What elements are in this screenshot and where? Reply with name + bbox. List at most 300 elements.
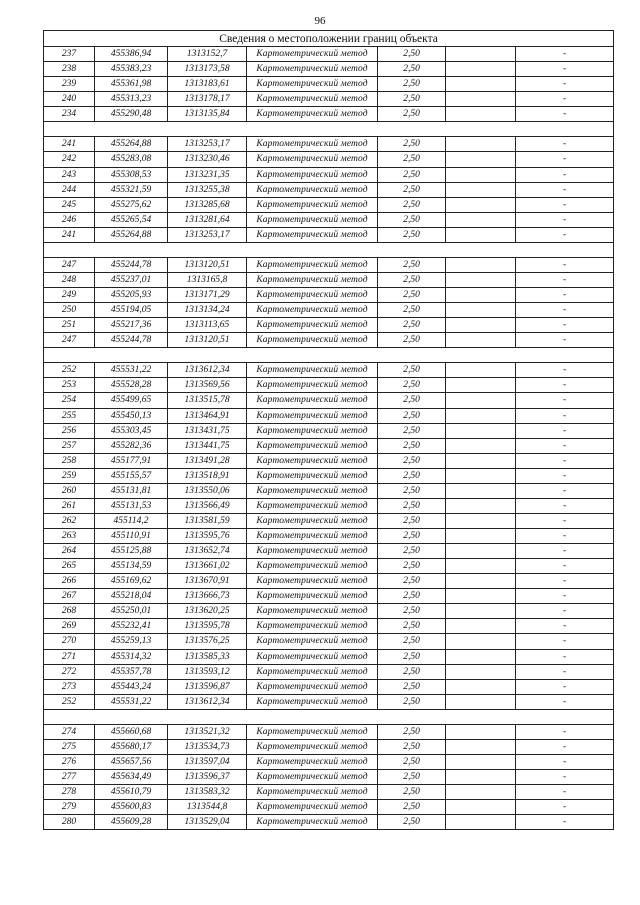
accuracy: 2,50 bbox=[378, 679, 446, 694]
accuracy: 2,50 bbox=[378, 754, 446, 769]
point-number: 238 bbox=[44, 62, 95, 77]
separator-cell bbox=[168, 122, 247, 137]
description: - bbox=[516, 107, 614, 122]
separator-cell bbox=[516, 242, 614, 257]
accuracy: 2,50 bbox=[378, 363, 446, 378]
point-number: 242 bbox=[44, 152, 95, 167]
table-row bbox=[44, 785, 614, 800]
accuracy: 2,50 bbox=[378, 318, 446, 333]
coord-y: 1313666,73 bbox=[168, 589, 247, 604]
table-row bbox=[44, 152, 614, 167]
accuracy: 2,50 bbox=[378, 137, 446, 152]
description: - bbox=[516, 62, 614, 77]
table-row bbox=[44, 604, 614, 619]
empty-cell bbox=[446, 513, 516, 528]
separator-cell bbox=[44, 709, 95, 724]
accuracy: 2,50 bbox=[378, 513, 446, 528]
accuracy: 2,50 bbox=[378, 800, 446, 815]
accuracy: 2,50 bbox=[378, 604, 446, 619]
coord-x: 455282,36 bbox=[95, 438, 168, 453]
coord-x: 455194,05 bbox=[95, 303, 168, 318]
point-number: 251 bbox=[44, 318, 95, 333]
table-row bbox=[44, 664, 614, 679]
empty-cell bbox=[446, 408, 516, 423]
accuracy: 2,50 bbox=[378, 152, 446, 167]
accuracy: 2,50 bbox=[378, 649, 446, 664]
separator-cell bbox=[446, 709, 516, 724]
description: - bbox=[516, 619, 614, 634]
accuracy: 2,50 bbox=[378, 197, 446, 212]
table-row bbox=[44, 574, 614, 589]
method: Картометрический метод bbox=[247, 468, 378, 483]
coord-y: 1313255,38 bbox=[168, 182, 247, 197]
point-number: 247 bbox=[44, 257, 95, 272]
method: Картометрический метод bbox=[247, 453, 378, 468]
empty-cell bbox=[446, 589, 516, 604]
description: - bbox=[516, 182, 614, 197]
description: - bbox=[516, 408, 614, 423]
coord-y: 1313569,56 bbox=[168, 378, 247, 393]
description: - bbox=[516, 513, 614, 528]
method: Картометрический метод bbox=[247, 167, 378, 182]
method: Картометрический метод bbox=[247, 62, 378, 77]
accuracy: 2,50 bbox=[378, 288, 446, 303]
coord-y: 1313253,17 bbox=[168, 137, 247, 152]
point-number: 269 bbox=[44, 619, 95, 634]
table-row bbox=[44, 62, 614, 77]
coord-x: 455265,54 bbox=[95, 212, 168, 227]
group-separator bbox=[44, 122, 614, 137]
point-number: 271 bbox=[44, 649, 95, 664]
accuracy: 2,50 bbox=[378, 423, 446, 438]
point-number: 266 bbox=[44, 574, 95, 589]
coord-x: 455499,65 bbox=[95, 393, 168, 408]
empty-cell bbox=[446, 393, 516, 408]
empty-cell bbox=[446, 378, 516, 393]
coord-x: 455290,48 bbox=[95, 107, 168, 122]
empty-cell bbox=[446, 318, 516, 333]
empty-cell bbox=[446, 544, 516, 559]
method: Картометрический метод bbox=[247, 785, 378, 800]
empty-cell bbox=[446, 724, 516, 739]
point-number: 254 bbox=[44, 393, 95, 408]
method: Картометрический метод bbox=[247, 574, 378, 589]
empty-cell bbox=[446, 664, 516, 679]
table-row bbox=[44, 167, 614, 182]
accuracy: 2,50 bbox=[378, 634, 446, 649]
table-row bbox=[44, 468, 614, 483]
description: - bbox=[516, 589, 614, 604]
coord-x: 455125,88 bbox=[95, 544, 168, 559]
method: Картометрический метод bbox=[247, 303, 378, 318]
description: - bbox=[516, 257, 614, 272]
point-number: 274 bbox=[44, 724, 95, 739]
coord-x: 455610,79 bbox=[95, 785, 168, 800]
separator-cell bbox=[247, 122, 378, 137]
table-row bbox=[44, 182, 614, 197]
description: - bbox=[516, 800, 614, 815]
accuracy: 2,50 bbox=[378, 785, 446, 800]
method: Картометрический метод bbox=[247, 333, 378, 348]
empty-cell bbox=[446, 634, 516, 649]
accuracy: 2,50 bbox=[378, 739, 446, 754]
method: Картометрический метод bbox=[247, 589, 378, 604]
table-row bbox=[44, 800, 614, 815]
coord-y: 1313491,28 bbox=[168, 453, 247, 468]
coord-x: 455114,2 bbox=[95, 513, 168, 528]
accuracy: 2,50 bbox=[378, 483, 446, 498]
method: Картометрический метод bbox=[247, 679, 378, 694]
table-title-row bbox=[44, 31, 614, 47]
coord-y: 1313595,76 bbox=[168, 529, 247, 544]
description: - bbox=[516, 77, 614, 92]
empty-cell bbox=[446, 453, 516, 468]
accuracy: 2,50 bbox=[378, 333, 446, 348]
method: Картометрический метод bbox=[247, 378, 378, 393]
coord-x: 455232,41 bbox=[95, 619, 168, 634]
coord-y: 1313134,24 bbox=[168, 303, 247, 318]
empty-cell bbox=[446, 574, 516, 589]
accuracy: 2,50 bbox=[378, 182, 446, 197]
empty-cell bbox=[446, 257, 516, 272]
description: - bbox=[516, 468, 614, 483]
table-row bbox=[44, 529, 614, 544]
method: Картометрический метод bbox=[247, 513, 378, 528]
table-row bbox=[44, 694, 614, 709]
accuracy: 2,50 bbox=[378, 529, 446, 544]
coord-y: 1313253,17 bbox=[168, 227, 247, 242]
coord-y: 1313550,06 bbox=[168, 483, 247, 498]
coord-y: 1313521,32 bbox=[168, 724, 247, 739]
separator-cell bbox=[247, 242, 378, 257]
table-row bbox=[44, 47, 614, 62]
coord-y: 1313596,87 bbox=[168, 679, 247, 694]
method: Картометрический метод bbox=[247, 288, 378, 303]
coord-x: 455169,62 bbox=[95, 574, 168, 589]
separator-cell bbox=[446, 122, 516, 137]
table-row bbox=[44, 197, 614, 212]
point-number: 243 bbox=[44, 167, 95, 182]
accuracy: 2,50 bbox=[378, 619, 446, 634]
separator-cell bbox=[378, 348, 446, 363]
description: - bbox=[516, 212, 614, 227]
coord-y: 1313464,91 bbox=[168, 408, 247, 423]
point-number: 259 bbox=[44, 468, 95, 483]
coord-x: 455283,08 bbox=[95, 152, 168, 167]
coord-y: 1313652,74 bbox=[168, 544, 247, 559]
point-number: 252 bbox=[44, 363, 95, 378]
description: - bbox=[516, 137, 614, 152]
separator-cell bbox=[378, 709, 446, 724]
empty-cell bbox=[446, 333, 516, 348]
accuracy: 2,50 bbox=[378, 62, 446, 77]
empty-cell bbox=[446, 800, 516, 815]
coord-y: 1313670,91 bbox=[168, 574, 247, 589]
point-number: 256 bbox=[44, 423, 95, 438]
point-number: 239 bbox=[44, 77, 95, 92]
empty-cell bbox=[446, 559, 516, 574]
coord-x: 455303,45 bbox=[95, 423, 168, 438]
coord-y: 1313231,35 bbox=[168, 167, 247, 182]
description: - bbox=[516, 303, 614, 318]
method: Картометрический метод bbox=[247, 483, 378, 498]
table-row bbox=[44, 257, 614, 272]
description: - bbox=[516, 724, 614, 739]
accuracy: 2,50 bbox=[378, 664, 446, 679]
separator-cell bbox=[168, 242, 247, 257]
coord-y: 1313152,7 bbox=[168, 47, 247, 62]
coord-y: 1313165,8 bbox=[168, 272, 247, 287]
boundary-document bbox=[43, 30, 613, 830]
accuracy: 2,50 bbox=[378, 77, 446, 92]
point-number: 272 bbox=[44, 664, 95, 679]
description: - bbox=[516, 634, 614, 649]
accuracy: 2,50 bbox=[378, 257, 446, 272]
coord-x: 455383,23 bbox=[95, 62, 168, 77]
description: - bbox=[516, 288, 614, 303]
table-row bbox=[44, 288, 614, 303]
table-row bbox=[44, 408, 614, 423]
point-number: 240 bbox=[44, 92, 95, 107]
description: - bbox=[516, 604, 614, 619]
point-number: 249 bbox=[44, 288, 95, 303]
coord-y: 1313135,84 bbox=[168, 107, 247, 122]
table-row bbox=[44, 333, 614, 348]
method: Картометрический метод bbox=[247, 197, 378, 212]
description: - bbox=[516, 754, 614, 769]
description: - bbox=[516, 378, 614, 393]
separator-cell bbox=[44, 242, 95, 257]
point-number: 262 bbox=[44, 513, 95, 528]
description: - bbox=[516, 739, 614, 754]
empty-cell bbox=[446, 137, 516, 152]
coord-y: 1313113,65 bbox=[168, 318, 247, 333]
method: Картометрический метод bbox=[247, 318, 378, 333]
point-number: 278 bbox=[44, 785, 95, 800]
coord-x: 455250,01 bbox=[95, 604, 168, 619]
description: - bbox=[516, 318, 614, 333]
coord-x: 455244,78 bbox=[95, 333, 168, 348]
point-number: 250 bbox=[44, 303, 95, 318]
point-number: 244 bbox=[44, 182, 95, 197]
coord-y: 1313120,51 bbox=[168, 333, 247, 348]
method: Картометрический метод bbox=[247, 438, 378, 453]
description: - bbox=[516, 423, 614, 438]
page-number: 96 bbox=[314, 15, 326, 27]
method: Картометрический метод bbox=[247, 604, 378, 619]
coord-x: 455357,78 bbox=[95, 664, 168, 679]
description: - bbox=[516, 498, 614, 513]
empty-cell bbox=[446, 649, 516, 664]
separator-cell bbox=[516, 709, 614, 724]
table-row bbox=[44, 483, 614, 498]
point-number: 260 bbox=[44, 483, 95, 498]
method: Картометрический метод bbox=[247, 739, 378, 754]
table-row bbox=[44, 498, 614, 513]
method: Картометрический метод bbox=[247, 544, 378, 559]
table-row bbox=[44, 423, 614, 438]
description: - bbox=[516, 679, 614, 694]
table-row bbox=[44, 754, 614, 769]
accuracy: 2,50 bbox=[378, 438, 446, 453]
coord-x: 455531,22 bbox=[95, 694, 168, 709]
description: - bbox=[516, 47, 614, 62]
table-row bbox=[44, 619, 614, 634]
coord-y: 1313593,12 bbox=[168, 664, 247, 679]
method: Картометрический метод bbox=[247, 77, 378, 92]
accuracy: 2,50 bbox=[378, 393, 446, 408]
method: Картометрический метод bbox=[247, 649, 378, 664]
table-row bbox=[44, 363, 614, 378]
method: Картометрический метод bbox=[247, 754, 378, 769]
coord-x: 455361,98 bbox=[95, 77, 168, 92]
table-row bbox=[44, 559, 614, 574]
coord-y: 1313612,34 bbox=[168, 363, 247, 378]
empty-cell bbox=[446, 423, 516, 438]
coord-x: 455600,83 bbox=[95, 800, 168, 815]
separator-cell bbox=[446, 242, 516, 257]
accuracy: 2,50 bbox=[378, 408, 446, 423]
accuracy: 2,50 bbox=[378, 468, 446, 483]
table-row bbox=[44, 589, 614, 604]
empty-cell bbox=[446, 272, 516, 287]
point-number: 248 bbox=[44, 272, 95, 287]
coord-x: 455313,23 bbox=[95, 92, 168, 107]
coord-y: 1313171,29 bbox=[168, 288, 247, 303]
accuracy: 2,50 bbox=[378, 92, 446, 107]
description: - bbox=[516, 453, 614, 468]
separator-cell bbox=[168, 709, 247, 724]
method: Картометрический метод bbox=[247, 724, 378, 739]
table-row bbox=[44, 544, 614, 559]
empty-cell bbox=[446, 785, 516, 800]
method: Картометрический метод bbox=[247, 815, 378, 830]
table-row bbox=[44, 634, 614, 649]
coord-y: 1313583,32 bbox=[168, 785, 247, 800]
coord-y: 1313661,02 bbox=[168, 559, 247, 574]
empty-cell bbox=[446, 604, 516, 619]
coord-x: 455244,78 bbox=[95, 257, 168, 272]
point-number: 258 bbox=[44, 453, 95, 468]
accuracy: 2,50 bbox=[378, 303, 446, 318]
accuracy: 2,50 bbox=[378, 212, 446, 227]
empty-cell bbox=[446, 438, 516, 453]
point-number: 267 bbox=[44, 589, 95, 604]
coord-x: 455155,57 bbox=[95, 468, 168, 483]
description: - bbox=[516, 152, 614, 167]
empty-cell bbox=[446, 363, 516, 378]
empty-cell bbox=[446, 754, 516, 769]
coord-y: 1313281,64 bbox=[168, 212, 247, 227]
description: - bbox=[516, 393, 614, 408]
point-number: 273 bbox=[44, 679, 95, 694]
description: - bbox=[516, 785, 614, 800]
coord-x: 455131,81 bbox=[95, 483, 168, 498]
point-number: 264 bbox=[44, 544, 95, 559]
empty-cell bbox=[446, 182, 516, 197]
method: Картометрический метод bbox=[247, 152, 378, 167]
coord-y: 1313441,75 bbox=[168, 438, 247, 453]
table-row bbox=[44, 453, 614, 468]
description: - bbox=[516, 529, 614, 544]
point-number: 277 bbox=[44, 770, 95, 785]
accuracy: 2,50 bbox=[378, 378, 446, 393]
coord-x: 455110,91 bbox=[95, 529, 168, 544]
table-row bbox=[44, 92, 614, 107]
accuracy: 2,50 bbox=[378, 574, 446, 589]
method: Картометрический метод bbox=[247, 212, 378, 227]
empty-cell bbox=[446, 212, 516, 227]
separator-cell bbox=[95, 122, 168, 137]
coord-y: 1313178,17 bbox=[168, 92, 247, 107]
coord-x: 455321,59 bbox=[95, 182, 168, 197]
point-number: 268 bbox=[44, 604, 95, 619]
point-number: 270 bbox=[44, 634, 95, 649]
point-number: 247 bbox=[44, 333, 95, 348]
coord-x: 455177,91 bbox=[95, 453, 168, 468]
coord-y: 1313534,73 bbox=[168, 739, 247, 754]
separator-cell bbox=[516, 122, 614, 137]
coord-x: 455205,93 bbox=[95, 288, 168, 303]
coord-x: 455386,94 bbox=[95, 47, 168, 62]
description: - bbox=[516, 167, 614, 182]
coord-y: 1313120,51 bbox=[168, 257, 247, 272]
separator-cell bbox=[95, 709, 168, 724]
coord-x: 455657,56 bbox=[95, 754, 168, 769]
description: - bbox=[516, 197, 614, 212]
point-number: 245 bbox=[44, 197, 95, 212]
coord-y: 1313597,04 bbox=[168, 754, 247, 769]
separator-cell bbox=[95, 242, 168, 257]
method: Картометрический метод bbox=[247, 363, 378, 378]
coord-y: 1313620,25 bbox=[168, 604, 247, 619]
table-row bbox=[44, 679, 614, 694]
coord-y: 1313596,37 bbox=[168, 770, 247, 785]
coord-y: 1313576,25 bbox=[168, 634, 247, 649]
coord-x: 455314,32 bbox=[95, 649, 168, 664]
coord-x: 455218,04 bbox=[95, 589, 168, 604]
table-row bbox=[44, 77, 614, 92]
description: - bbox=[516, 227, 614, 242]
table-row bbox=[44, 107, 614, 122]
empty-cell bbox=[446, 92, 516, 107]
table-row bbox=[44, 393, 614, 408]
accuracy: 2,50 bbox=[378, 559, 446, 574]
method: Картометрический метод bbox=[247, 47, 378, 62]
point-number: 253 bbox=[44, 378, 95, 393]
point-number: 280 bbox=[44, 815, 95, 830]
description: - bbox=[516, 272, 614, 287]
table-row bbox=[44, 212, 614, 227]
method: Картометрический метод bbox=[247, 694, 378, 709]
table-row bbox=[44, 378, 614, 393]
point-number: 255 bbox=[44, 408, 95, 423]
coord-y: 1313431,75 bbox=[168, 423, 247, 438]
point-number: 263 bbox=[44, 529, 95, 544]
accuracy: 2,50 bbox=[378, 694, 446, 709]
coord-y: 1313581,59 bbox=[168, 513, 247, 528]
description: - bbox=[516, 770, 614, 785]
coord-x: 455134,59 bbox=[95, 559, 168, 574]
method: Картометрический метод bbox=[247, 423, 378, 438]
accuracy: 2,50 bbox=[378, 167, 446, 182]
coord-x: 455450,13 bbox=[95, 408, 168, 423]
accuracy: 2,50 bbox=[378, 770, 446, 785]
coord-y: 1313285,68 bbox=[168, 197, 247, 212]
method: Картометрический метод bbox=[247, 272, 378, 287]
description: - bbox=[516, 649, 614, 664]
coord-x: 455217,36 bbox=[95, 318, 168, 333]
